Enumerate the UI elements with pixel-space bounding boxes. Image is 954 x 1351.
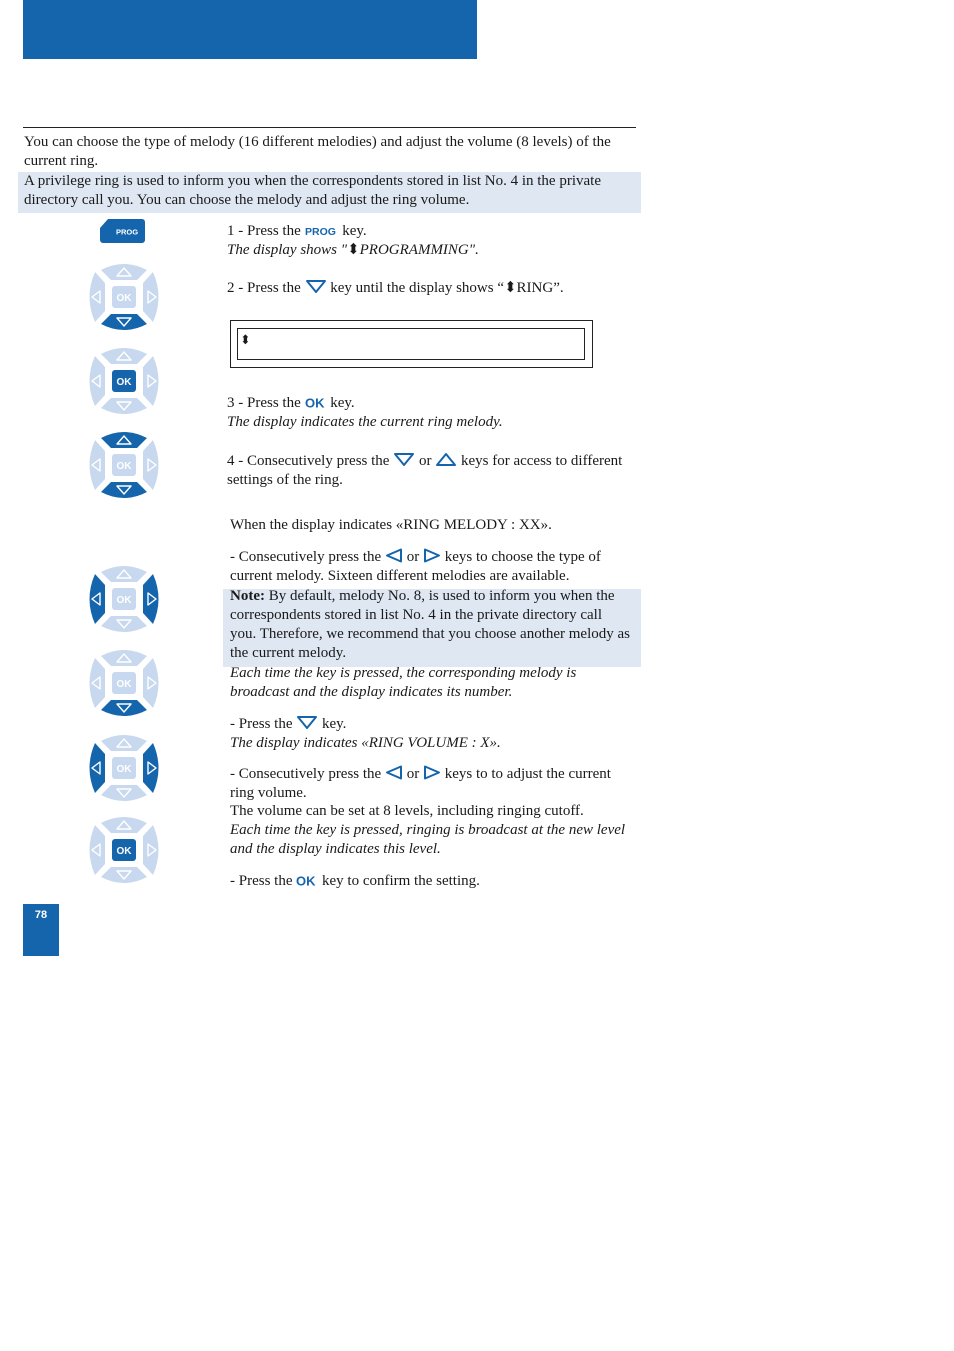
intro-paragraph: You can choose the type of melody (16 different melodies) and adjust the volume (8 levels) of the current ring. [24,134,611,169]
section-rule [23,127,636,128]
nav-pad-ok-label: OK [116,461,132,472]
nav-pad-down-segment [101,785,147,801]
confirm-text-b: key to confirm the setting. [322,873,480,889]
nav-pad-ok-label: OK [116,595,132,606]
step-4-text-b: keys for access to different settings of the ring. [227,453,623,488]
melody-text-a: - Consecutively press the [230,549,382,565]
nav-pad-up-segment [101,735,147,751]
note-label: Note: [230,588,265,604]
lcd-display-screen [237,328,585,360]
right-arrow-inline-icon [423,765,441,780]
nav-pad-ok-icon [85,343,163,419]
nav-pad-down-segment [101,482,147,498]
left-arrow-inline-icon [385,548,403,563]
nav-pad-up-segment [101,348,147,364]
step-3-display: The display indicates the current ring melody. [227,414,503,430]
note-text: By default, melody No. 8, is used to inform you when the correspondents stored in list No. 4 in the private directory call you. Therefore, we recommend that you choose another melody as the current melody. [230,588,631,661]
confirm-step [230,872,630,891]
nav-pad-down-icon [85,259,163,335]
step-2 [227,279,632,298]
melody-instruction [230,548,630,586]
volume-each: Each time the key is pressed, ringing is broadcast at the new level and the display indicates this level. [230,822,626,857]
step-1-text-b: key. [342,223,367,239]
volume-text-a: - Consecutively press the [230,766,382,782]
step-4-text-a: 4 - Consecutively press the [227,453,390,469]
volume-or: or [406,766,420,782]
right-arrow-inline-icon [423,548,441,563]
nav-pad-up-segment [101,817,147,833]
step-1-display: The display shows "⬍PROGRAMMING". [227,242,479,258]
nav-pad-ok-icon [85,812,163,888]
lcd-display-text: ⬍ [240,332,251,347]
step-2-text-a: 2 - Press the [227,280,301,296]
nav-pad-up-down-icon [85,427,163,503]
press-down-text-a: - Press the [230,716,293,732]
nav-pad-up-segment [101,566,147,582]
prog-inline-label: PROG [304,226,336,237]
nav-pad-ok-label: OK [116,293,132,304]
nav-pad-down-segment [101,867,147,883]
prog-key-label: PROG [115,227,139,237]
nav-pad-ok-label: OK [116,679,132,690]
left-arrow-inline-icon [385,765,403,780]
ok-inline-label: OK [304,396,324,409]
down-arrow-inline-icon [296,715,318,730]
page-number: 78 [23,904,59,956]
ok-inline-label: OK [296,874,316,887]
step-2-text-b: key until the display shows “⬍RING”. [330,280,564,296]
press-down-step [230,715,630,753]
melody-note [230,587,630,663]
up-arrow-inline-icon [435,452,457,467]
volume-instruction [230,765,625,803]
nav-pad-down-segment [101,700,147,716]
privilege-paragraph: A privilege ring is used to inform you when the correspondents stored in list No. 4 in the private directory call you. You can choose the melody and adjust the ring volume. [24,173,601,208]
press-down-text-b: key. [322,716,347,732]
ok-inline-icon [296,874,318,887]
melody-each: Each time the key is pressed, the corresponding melody is broadcast and the display indicates its number. [230,665,577,700]
press-down-display: The display indicates «RING VOLUME : X». [230,735,501,751]
down-arrow-inline-icon [393,452,415,467]
nav-pad-ok-label: OK [116,764,132,775]
nav-pad-ok-label: OK [116,846,132,857]
nav-pad-up-segment [101,650,147,666]
prog-inline-icon [305,225,339,237]
volume-levels: The volume can be set at 8 levels, including ringing cutoff. [230,803,584,819]
nav-pad-ok-label: OK [116,377,132,388]
ok-inline-icon [305,396,327,409]
melody-text-b: keys to choose the type of current melody. Sixteen different melodies are available. [230,549,601,584]
nav-pad-down-segment [101,314,147,330]
volume-text-b: keys to to adjust the current ring volume. [230,766,611,801]
step-4-or: or [418,453,432,469]
nav-pad-left-right-icon [85,730,163,806]
nav-pad-down-segment [101,616,147,632]
nav-pad-left-right-icon [85,561,163,637]
step-4 [227,452,627,490]
step-3-text-b: key. [330,395,355,411]
nav-pad-up-segment [101,432,147,448]
melody-when: When the display indicates «RING MELODY : XX». [230,517,552,533]
down-arrow-inline-icon [305,279,327,294]
confirm-text-a: - Press the [230,873,293,889]
step-1-text-a: 1 - Press the [227,223,301,239]
step-3 [227,394,632,432]
step-1 [227,222,632,260]
nav-pad-up-segment [101,264,147,280]
nav-pad-down-segment [101,398,147,414]
melody-or: or [406,549,420,565]
prog-key-icon [100,219,145,243]
header-band [23,0,477,59]
step-3-text-a: 3 - Press the [227,395,301,411]
nav-pad-down-icon [85,645,163,721]
